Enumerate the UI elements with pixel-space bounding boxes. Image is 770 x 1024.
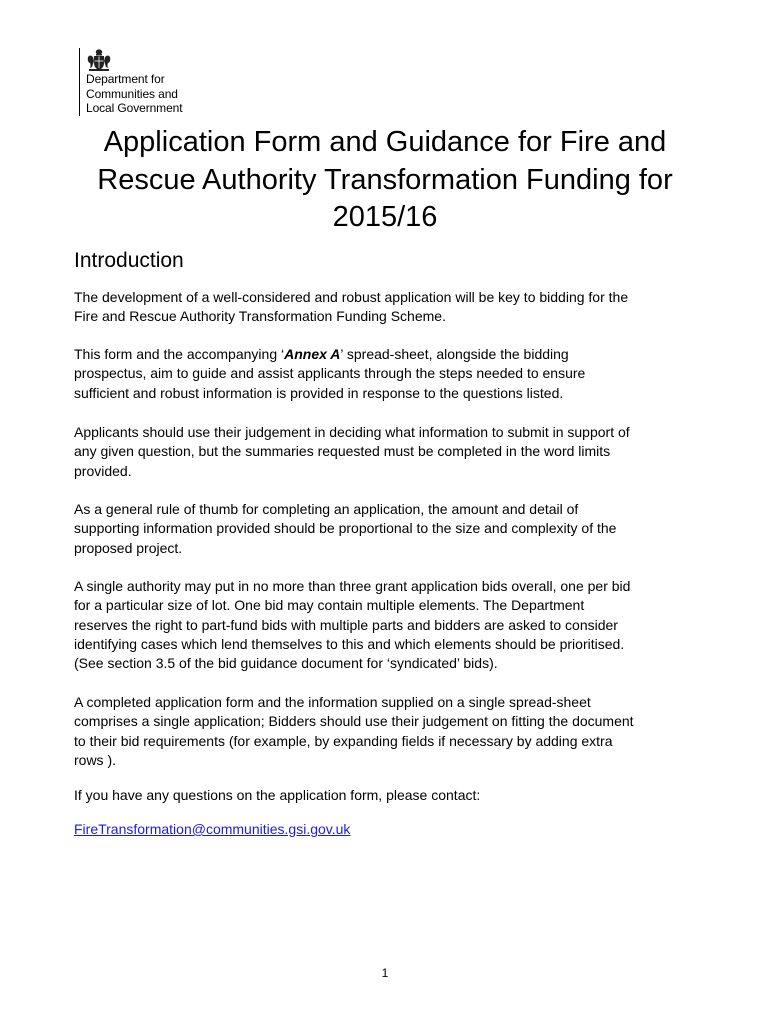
royal-crest-icon bbox=[86, 48, 112, 72]
text-line: for a particular size of lot. One bid may contain multiple elements. The Department bbox=[74, 597, 585, 614]
text-line: The development of a well-considered and robust application will be key to bidding for the bbox=[74, 289, 629, 305]
text-line: Applicants should use their judgement in deciding what information to submit in support of bbox=[74, 424, 630, 440]
text-line: A completed application form and the information supplied on a single spread-sheet bbox=[74, 694, 591, 710]
text-line: (See section 3.5 of the bid guidance document for ‘syndicated’ bids). bbox=[74, 655, 498, 672]
intro-paragraph-3 bbox=[74, 423, 714, 481]
intro-paragraph-1 bbox=[74, 288, 714, 327]
text-line: sufficient and robust information is provided in response to the questions listed. bbox=[74, 384, 564, 401]
intro-paragraph-2 bbox=[74, 345, 714, 403]
text-line: comprises a single application; Bidders should use their judgement on fitting the document bbox=[74, 713, 634, 730]
text-line: to their bid requirements (for example, by expanding fields if necessary by adding extra bbox=[74, 732, 613, 749]
page-number: 1 bbox=[381, 966, 389, 980]
text-line bbox=[74, 345, 714, 364]
title-line: Application Form and Guidance for Fire and bbox=[103, 126, 667, 158]
intro-paragraph-4 bbox=[74, 500, 714, 558]
text-line: identifying cases which lend themselves to this and which elements should be prioritised. bbox=[74, 635, 625, 652]
department-name bbox=[86, 72, 182, 116]
logo-line: Communities and bbox=[86, 86, 178, 101]
department-logo bbox=[79, 48, 209, 118]
text-line: reserves the right to part-fund bids with multiple parts and bidders are asked to consider bbox=[74, 616, 618, 633]
text-line: prospectus, aim to guide and assist applicants through the steps needed to ensure bbox=[74, 365, 586, 382]
title-line: Rescue Authority Transformation Funding for bbox=[97, 163, 673, 196]
annex-a-reference: Annex A bbox=[284, 346, 341, 362]
title-line: 2015/16 bbox=[332, 201, 438, 233]
document-title bbox=[40, 124, 730, 237]
contact-email-line bbox=[74, 820, 714, 839]
text-line: A single authority may put in no more than three grant application bids overall, one per bid bbox=[74, 578, 631, 594]
text-line: As a general rule of thumb for completing an application, the amount and detail of bbox=[74, 501, 579, 517]
text-line: proposed project. bbox=[74, 539, 183, 556]
intro-paragraph-5 bbox=[74, 577, 714, 673]
logo-line: Local Government bbox=[86, 101, 183, 115]
text-line: provided. bbox=[74, 462, 132, 479]
text-line: any given question, but the summaries requested must be completed in the word limits bbox=[74, 443, 611, 460]
text-line: If you have any questions on the application form, please contact: bbox=[74, 787, 481, 803]
intro-paragraph-6 bbox=[74, 693, 714, 770]
text-line: rows ). bbox=[74, 751, 116, 768]
text-run: ’ spread-sheet, alongside the bidding bbox=[340, 346, 569, 362]
text-run: This form and the accompanying ‘ bbox=[74, 346, 285, 362]
introduction-heading: Introduction bbox=[74, 249, 184, 272]
contact-paragraph bbox=[74, 786, 714, 805]
logo-divider bbox=[79, 48, 80, 116]
contact-email-link[interactable]: FireTransformation@communities.gsi.gov.uk bbox=[74, 821, 351, 837]
logo-line: Department for bbox=[86, 72, 165, 86]
text-line: Fire and Rescue Authority Transformation Funding Scheme. bbox=[74, 308, 446, 325]
text-line: supporting information provided should be proportional to the size and complexity of the bbox=[74, 520, 617, 537]
